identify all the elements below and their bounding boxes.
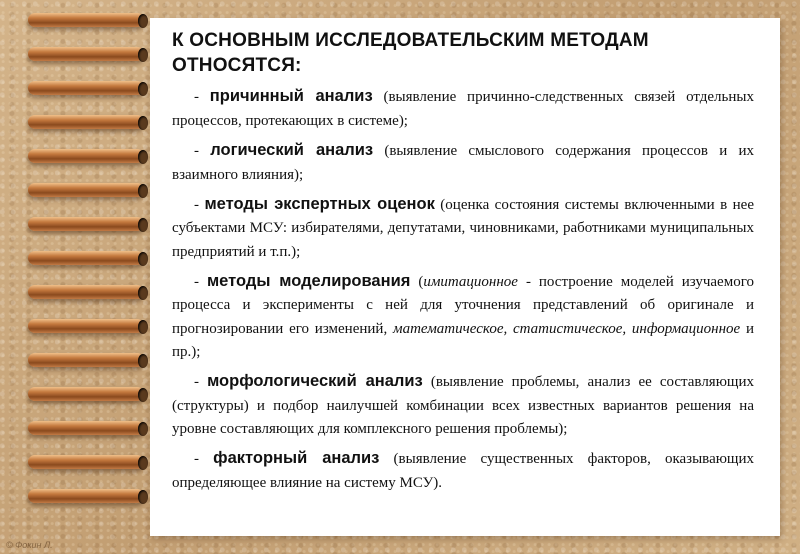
method-item-morphological bbox=[172, 369, 754, 441]
item-dash: - bbox=[194, 142, 211, 159]
method-description: (оценка состояния системы включенными в нее субъектами МСУ: избирателями, депутатами, чиновниками, работниками муниципальных предприятий и т.п.); bbox=[172, 196, 754, 260]
title-line-2: ОТНОСЯТСЯ: bbox=[172, 55, 302, 77]
spiral-ring bbox=[28, 282, 146, 304]
title-line-1: К ОСНОВНЫМ ИССЛЕДОВАТЕЛЬСКИМ МЕТОДАМ bbox=[172, 30, 649, 51]
method-description: (выявление проблемы, анализ ее составляющих (структуры) и подбор наилучшей комбинации всех известных вариантов решения на уровне составляющих для комплексного решения проблемы); bbox=[172, 374, 754, 437]
spiral-ring bbox=[28, 10, 146, 32]
spiral-ring bbox=[28, 146, 146, 168]
spiral-ring bbox=[28, 214, 146, 236]
item-dash: - bbox=[194, 273, 207, 290]
method-description-mid: - построение моделей изучаемого процесса и эксперименты с ней для уточнения представлений об оригинале и прогнозировании его изменений, bbox=[172, 273, 754, 337]
method-term: логический анализ bbox=[210, 140, 374, 159]
watermark: © Фокин Л. bbox=[6, 540, 53, 550]
spiral-ring bbox=[28, 180, 146, 202]
method-item-factor bbox=[172, 446, 754, 495]
method-italic-types: математическое, статистическое, информационное bbox=[393, 320, 741, 337]
item-dash: - bbox=[194, 451, 214, 468]
spiral-ring bbox=[28, 248, 146, 270]
method-term: факторный анализ bbox=[213, 449, 380, 468]
spiral-ring bbox=[28, 112, 146, 134]
item-dash: - bbox=[194, 374, 208, 391]
slide-title bbox=[172, 28, 754, 78]
spiral-ring bbox=[28, 350, 146, 372]
spiral-ring bbox=[28, 452, 146, 474]
spiral-ring bbox=[28, 486, 146, 508]
spiral-ring bbox=[28, 418, 146, 440]
method-item-modeling bbox=[172, 269, 754, 364]
spiral-ring bbox=[28, 384, 146, 406]
method-description: (выявление смыслового содержания процессов и их взаимного влияния); bbox=[172, 142, 754, 183]
method-term: методы моделирования bbox=[206, 271, 411, 290]
spiral-ring bbox=[28, 44, 146, 66]
notebook-spine bbox=[0, 0, 150, 554]
spiral-ring bbox=[28, 316, 146, 338]
item-dash: - bbox=[194, 89, 210, 106]
method-italic-term: имитационное bbox=[423, 273, 518, 290]
method-description-post: и пр.); bbox=[172, 320, 755, 360]
item-dash: - bbox=[194, 196, 205, 213]
method-term: методы экспертных оценок bbox=[204, 194, 435, 213]
method-item-expert bbox=[172, 192, 754, 264]
method-description: (выявление существенных факторов, оказывающих определяющее влияние на систему МСУ). bbox=[172, 451, 755, 491]
method-term: причинный анализ bbox=[209, 87, 373, 106]
method-description: (выявление причинно-следственных связей отдельных процессов, протекающих в системе); bbox=[172, 89, 754, 129]
method-item-logical bbox=[172, 138, 754, 187]
spiral-ring bbox=[28, 78, 146, 100]
method-item-causal bbox=[172, 84, 754, 133]
method-description-pre: ( bbox=[410, 273, 424, 290]
method-term: морфологический анализ bbox=[207, 372, 423, 391]
slide-content bbox=[172, 28, 754, 500]
